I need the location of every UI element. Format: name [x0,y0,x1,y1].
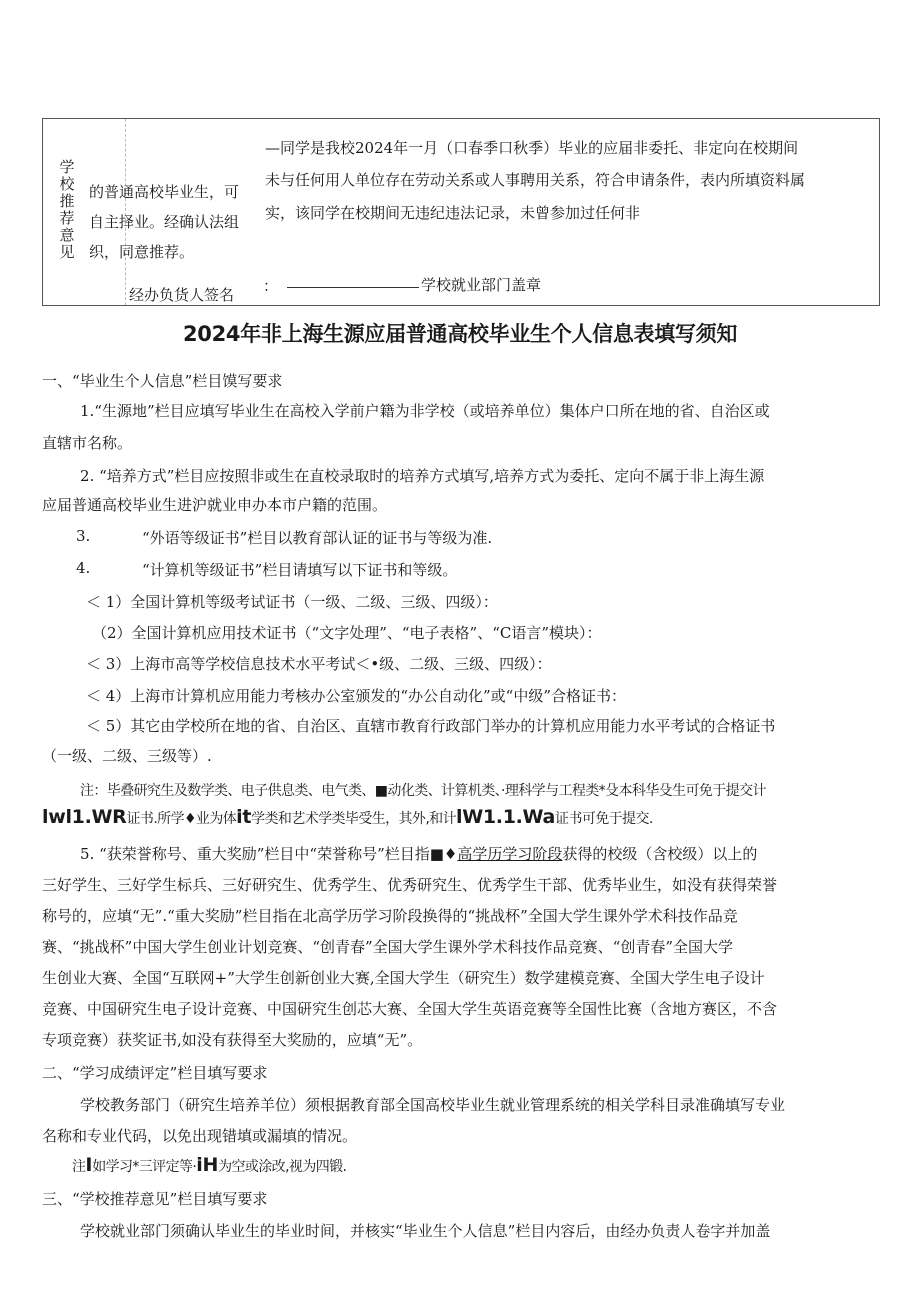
item-3-text: “外语等级证书”栏目以教育部认证的证书与等级为准. [142,529,493,547]
note-2-garbled-b: I [85,1154,93,1176]
stamp-label: 学校就业部门盖章 [421,276,542,294]
cert-item-3: ＜ 3）上海市高等学校信息技术水平考试＜•级、二级、三级、四级）： [86,655,552,673]
recommendation-line-3a: 自主择业。经确认法组 [89,213,240,231]
signature-line [287,287,419,288]
recommendation-line-2a: 的普通高校毕业生，可 [89,183,240,201]
cert-item-5-line-1: ＜ 5）其它由学校所在地的省、自治区、直辖市教育行政部门举办的计算机应用能力水平考试的合格证书 [86,717,776,735]
note-1-text-f: 证书可免于提交. [555,811,653,827]
recommendation-line-4: 织，同意推荐。 [89,243,195,261]
item-5-text-c: 获得的校级（含校级）以上的 [562,845,758,863]
item-2-line-2: 应届普通高校毕业生进沪就业申办本市户籍的范围。 [42,496,388,514]
note-1-garbled-a: lwl1.WR [42,806,127,828]
item-5-line-4: 赛、“挑战杯”中国大学生创业计划竞赛、“创青春”全国大学生课外学术科技作品竞赛、“创青春”全国大学 [42,938,734,956]
note-1-garbled-c: it [236,806,252,828]
note-1-garbled-e: lW1.1.Wa [455,806,556,828]
note-2 [72,1154,346,1176]
recommendation-line-1: —同学是我校2024年一月（口春季口秋季）毕业的应届非委托、非定向在校期间 [265,139,799,157]
section-2-heading: 二、“学习成绩评定”栏目填写要求 [42,1064,268,1082]
signer-label: 经办负货人签名 [129,286,235,304]
item-5-underlined: 高学历学习阶段 [457,845,563,863]
item-1-line-2: 直辖市名称。 [42,434,133,452]
document-title: 2024年非上海生源应届普通高校毕业生个人信息表填写须知 [182,322,738,346]
section-3-line-1: 学校就业部门须确认毕业生的毕业时间，并核实“毕业生个人信息”栏目内容后，由经办负责人卷字并加盖 [80,1222,771,1240]
note-1-line-1: 注：毕叠研究生及数学类、电子供息类、电气类、■动化类、计算机类、·理科学与工程类*殳本科华殳生可免于提交计 [80,783,766,799]
note-1-text-d: 学类和艺术学类毕受生，其外,和计 [251,811,456,827]
recommendation-line-3b: 实，该同学在校期间无违纪违法记录，未曾参加过任何非 [265,204,641,222]
section-2-line-2: 名称和专业代码，以免出现错填或漏填的情况。 [42,1127,358,1145]
recommendation-box [42,118,880,306]
note-2-text-c: 如学习*三评定等· [92,1159,197,1175]
cert-item-1: ＜ 1）全国计算机等级考试证书（一级、二级、三级、四级）： [86,593,498,611]
item-4-text: “计算机等级证书”栏目请填写以下证书和等级。 [142,561,458,579]
item-2-line-1: 2. “培养方式”栏目应按照非或生在直校录取时的培养方式填写,培养方式为委托、定向不属于非上海生源 [80,467,765,485]
note-1-text-b: 证书.所学♦业为体 [126,811,237,827]
item-4-number: 4. [76,559,91,577]
item-5-line-6: 竞赛、中国研究生电子设计竞赛、中国研究生创芯大赛、全国大学生英语竞赛等全国性比赛（含地方赛区，不含 [42,1000,778,1018]
item-5-line-1 [80,843,757,864]
cert-item-2: （2）全国计算机应用技术证书（“文字处理”、“电子表格”、“C语言”模块）： [92,624,602,642]
note-2-text-a: 注 [72,1159,86,1175]
item-5-line-2: 三好学生、三好学生标兵、三好研究生、优秀学生、优秀研究生、优秀学生干部、优秀毕业生，如没有获得荣誉 [42,876,778,894]
note-2-garbled-d: iH [196,1154,219,1176]
signer-colon: ： [263,277,279,295]
note-1-line-2 [42,806,653,828]
cert-item-5-line-2: （一级、二级、三级等）. [42,747,212,765]
section-3-heading: 三、“学校推荐意见”栏目填写要求 [42,1190,268,1208]
cert-item-4: ＜ 4）上海市计算机应用能力考核办公室颁发的“办公自动化”或“中级”合格证书： [86,687,626,705]
item-5-line-5: 生创业大赛、全国“互联网+”大学生创新创业大赛,全国大学生（研究生）数学建模竞赛、全国大学生电子设计 [42,969,765,987]
item-5-line-7: 专项竞赛）获奖证书,如没有获得至大奖励的，应填“无”。 [42,1031,423,1049]
item-5-text-a: 5. “获荣誉称号、重大奖励”栏目中“荣誉称号”栏目指■♦ [80,845,458,863]
section-1-heading: 一、“毕业生个人信息”栏目馍写要求 [42,372,283,390]
recommendation-label: 学校推荐意见 [59,158,75,261]
note-2-text-e: 为空或涂改,视为四锻. [218,1159,347,1175]
section-2-line-1: 学校教务部门（研究生培养羊位）须根据教育部全国高校毕业生就业管理系统的相关学科目录准确填写专业 [80,1096,786,1114]
item-5-line-3: 称号的，应填“无”.“重大奖励”栏目指在北高学历学习阶段换得的“挑战杯”全国大学生课外学术科技作品竞 [42,907,738,925]
item-1-line-1: 1.“生源地”栏目应填写毕业生在高校入学前户籍为非学校（或培养单位）集体户口所在地的省、自治区或 [80,402,770,420]
item-3-number: 3. [76,527,91,545]
recommendation-line-2b: 未与任何用人单位存在劳动关系或人事聘用关系，符合申请条件，表内所填资料属 [265,171,806,189]
